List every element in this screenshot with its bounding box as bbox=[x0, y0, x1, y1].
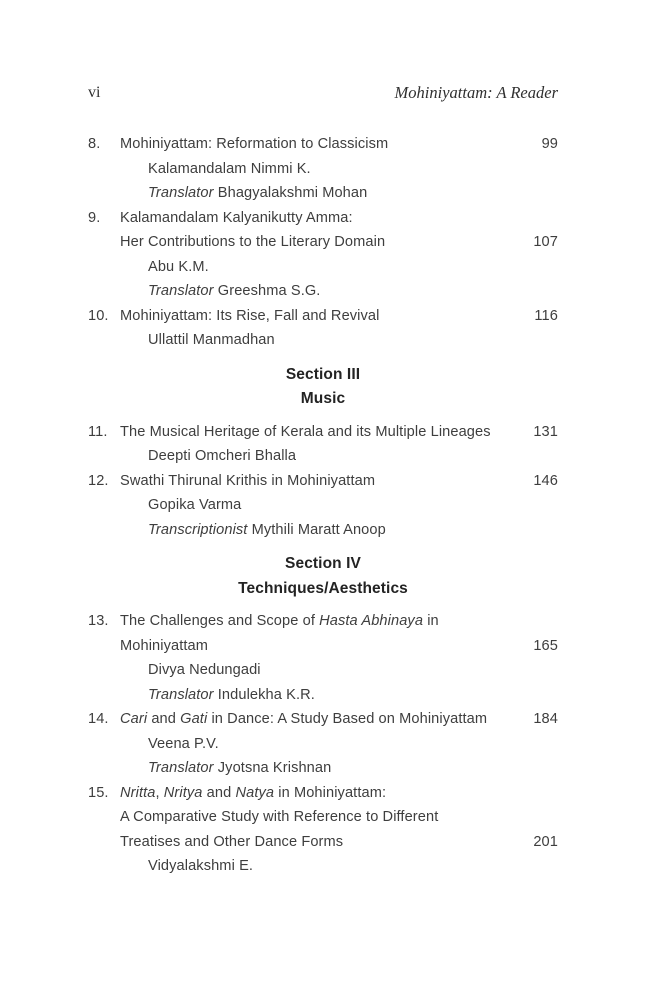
entry-line-text: Veena P.V. bbox=[148, 735, 219, 752]
toc-entry bbox=[88, 781, 558, 879]
toc-entry bbox=[88, 469, 558, 543]
toc-entry bbox=[88, 206, 558, 304]
entry-page-number: 165 bbox=[533, 637, 558, 654]
entry-line-text: Mohiniyattam bbox=[120, 637, 208, 654]
entry-number: 14. bbox=[88, 711, 109, 727]
toc-entry bbox=[88, 707, 558, 781]
entry-page-number: 146 bbox=[533, 472, 558, 489]
toc-entry bbox=[88, 420, 558, 469]
entry-line-text: The Challenges and Scope of Hasta Abhinaya in bbox=[120, 613, 439, 629]
entry-line-text: Kalamandalam Nimmi K. bbox=[148, 160, 311, 177]
entry-line-text: Swathi Thirunal Krithis in Mohiniyattam bbox=[120, 472, 376, 489]
entry-line-text: Translator Greeshma S.G. bbox=[148, 283, 321, 299]
entry-number: 9. bbox=[88, 209, 101, 226]
entry-number: 13. bbox=[88, 613, 109, 629]
entry-line-text: Transcriptionist Mythili Maratt Anoop bbox=[148, 521, 386, 538]
entry-credit-line bbox=[88, 683, 558, 708]
entry-page-number: 116 bbox=[534, 307, 558, 324]
entry-line-text: Translator Bhagyalakshmi Mohan bbox=[148, 185, 368, 201]
entry-title-line bbox=[88, 830, 558, 855]
section-title: Section III bbox=[285, 365, 361, 383]
entry-title-line bbox=[88, 206, 558, 231]
entry-title-line bbox=[88, 304, 558, 329]
section-heading bbox=[88, 552, 558, 601]
running-head: Mohiniyattam: A Reader bbox=[394, 83, 558, 102]
entry-line-text: Mohiniyattam: Its Rise, Fall and Revival bbox=[120, 307, 380, 324]
entry-line-text: Gopika Varma bbox=[148, 497, 242, 513]
entry-credit-line bbox=[88, 518, 558, 543]
entry-line-text: Translator Indulekha K.R. bbox=[148, 686, 315, 703]
entry-number: 11. bbox=[88, 423, 108, 440]
entry-line-text: The Musical Heritage of Kerala and its Multiple Lineages bbox=[120, 423, 491, 440]
table-of-contents bbox=[88, 132, 558, 879]
entry-number: 12. bbox=[88, 472, 109, 489]
entry-line-text: A Comparative Study with Reference to Different bbox=[120, 809, 439, 825]
entry-number: 15. bbox=[88, 784, 109, 801]
entry-title-line bbox=[88, 707, 558, 732]
entry-line-text: Treatises and Other Dance Forms bbox=[120, 833, 344, 850]
entry-line-text: Mohiniyattam: Reformation to Classicism bbox=[120, 136, 389, 152]
entry-credit-line bbox=[88, 157, 558, 182]
entry-line-text: Deepti Omcheri Bhalla bbox=[148, 448, 297, 464]
entry-credit-line bbox=[88, 255, 558, 280]
entry-number: 10. bbox=[88, 307, 109, 324]
toc-entry bbox=[88, 132, 558, 206]
entry-number: 8. bbox=[88, 136, 101, 152]
entry-credit-line bbox=[88, 493, 558, 518]
entry-line-text: Kalamandalam Kalyanikutty Amma: bbox=[120, 209, 353, 226]
section-subtitle: Techniques/Aesthetics bbox=[238, 579, 408, 597]
entry-credit-line bbox=[88, 658, 558, 683]
entry-line-text: Divya Nedungadi bbox=[148, 662, 261, 678]
entry-credit-line bbox=[88, 328, 558, 353]
entry-line-text: Vidyalakshmi E. bbox=[148, 858, 254, 874]
toc-entry bbox=[88, 609, 558, 707]
section-heading bbox=[88, 363, 558, 412]
entry-credit-line bbox=[88, 444, 558, 469]
entry-credit-line bbox=[88, 279, 558, 304]
entry-line-text: Her Contributions to the Literary Domain bbox=[120, 234, 386, 250]
entry-line-text: Cari and Gati in Dance: A Study Based on Mohiniyattam bbox=[120, 711, 488, 727]
entry-title-line bbox=[88, 609, 558, 634]
entry-line-text: Translator Jyotsna Krishnan bbox=[148, 760, 332, 776]
entry-line-text: Ullattil Manmadhan bbox=[148, 332, 275, 348]
entry-page-number: 184 bbox=[533, 711, 558, 727]
entry-line-text: Nritta, Nritya and Natya in Mohiniyattam: bbox=[120, 784, 387, 801]
entry-title-line bbox=[88, 230, 558, 255]
folio-page-number: vi bbox=[88, 84, 101, 101]
toc-entry bbox=[88, 304, 558, 353]
section-title: Section IV bbox=[285, 555, 361, 572]
entry-page-number: 107 bbox=[533, 234, 558, 250]
entry-title-line bbox=[88, 132, 558, 157]
entry-title-line bbox=[88, 781, 558, 806]
entry-page-number: 99 bbox=[541, 136, 558, 152]
section-subtitle: Music bbox=[300, 390, 346, 407]
entry-title-line bbox=[88, 805, 558, 830]
entry-page-number: 201 bbox=[533, 833, 558, 850]
entry-title-line bbox=[88, 420, 558, 445]
entry-credit-line bbox=[88, 732, 558, 757]
entry-title-line bbox=[88, 469, 558, 494]
entry-line-text: Abu K.M. bbox=[148, 258, 209, 275]
entry-title-line bbox=[88, 634, 558, 659]
entry-credit-line bbox=[88, 181, 558, 206]
entry-credit-line bbox=[88, 756, 558, 781]
entry-credit-line bbox=[88, 854, 558, 879]
entry-page-number: 131 bbox=[533, 423, 558, 440]
